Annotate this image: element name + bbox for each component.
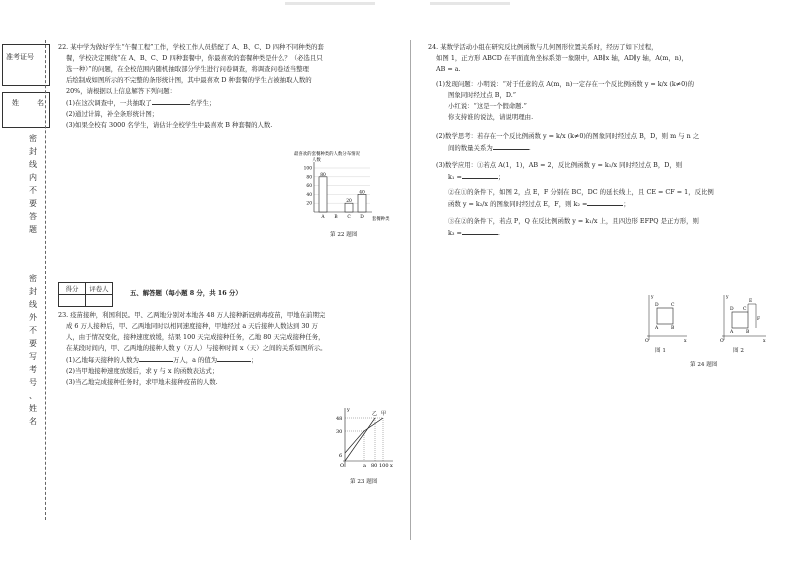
q24-p1: (1)发现问题：小明说：“对于任意的点 A(m，n)一定存在一个反比例函数 y = k/x (k≠0)的 — [436, 80, 695, 88]
page-divider — [410, 40, 411, 540]
chart-x-tick: B — [334, 215, 338, 220]
id-number-label: 准考证号 — [6, 53, 34, 61]
seal-warning-char: 密 — [29, 134, 37, 143]
q23-tick-a: a — [363, 463, 366, 469]
q24-intro: 如图 1，正方形 ABCD 在平面直角坐标系第一象限中，AB∥x 轴，AD∥y 轴，A(m，n)， — [436, 54, 688, 62]
fig1-label-y: y — [651, 295, 654, 300]
fig2-extensions — [748, 304, 756, 328]
q24-p2-post: . — [528, 144, 531, 152]
score-cell: 得分 — [59, 283, 86, 295]
q24-k1-post: ； — [497, 173, 505, 181]
q24-k3-label: k₃ = — [448, 229, 462, 237]
question-24 — [428, 42, 778, 239]
fig2-square-abcd — [732, 312, 748, 328]
seal-warning-char: 密 — [29, 274, 37, 283]
q23-caption: 第 23 题图 — [350, 479, 378, 485]
q22-line: 20%，请根据以上信息解答下列问题： — [66, 87, 177, 95]
score-input[interactable] — [59, 295, 86, 307]
seal-warning-char: 要 — [29, 339, 37, 348]
q23-tick-80: 80 — [371, 463, 378, 469]
q24-answer-blank-k1[interactable] — [462, 171, 498, 179]
fig1-label-o: O — [645, 339, 649, 344]
chart-x-label: 套餐种类 — [372, 217, 390, 222]
reviewer-cell: 评卷人 — [86, 283, 113, 295]
chart-bar — [358, 194, 366, 212]
q23-line-yi: 乙 — [372, 411, 378, 417]
q24-fig1-caption: 图 1 — [655, 348, 666, 354]
q23-tick-6: 6 — [339, 453, 343, 459]
fig2-label-e: E — [749, 299, 753, 304]
seal-warning-char: 外 — [29, 313, 37, 322]
binding-dotted-line — [45, 40, 46, 520]
q23-line-jia: 甲 — [381, 411, 387, 417]
seal-warning-char: 号 — [29, 378, 37, 387]
seal-warning-outer — [28, 272, 38, 428]
fig1-label-a: A — [655, 326, 659, 331]
q22-sub1 — [58, 97, 403, 109]
q23-line: 23. 疫苗接种，利国利民。甲、乙两地分别对本地各 48 万人接种新冠病毒疫苗，甲地在前期完 — [58, 311, 326, 319]
fig1-label-b: B — [671, 326, 675, 331]
q22-line: 22. 某中学为做好学生“午餐工程”工作，学校工作人员搭配了 A、B、C、D 四种不同种类的套 — [58, 43, 324, 51]
chart-bar — [319, 177, 327, 212]
fig1-label-x: x — [684, 339, 687, 344]
q23-answer-blank-1[interactable] — [139, 354, 173, 362]
q24-intro: 24. 某数学活动小组在研究反比例函数与几何图形位置关系时，经历了如下过程， — [428, 43, 658, 51]
q24-p2-pre: 间的数量关系为 — [448, 144, 493, 152]
q24-answer-blank-k2[interactable] — [587, 198, 623, 206]
seal-warning-char: 考 — [29, 365, 37, 374]
seal-warning-char: 要 — [29, 199, 37, 208]
chart-bar-value: 40 — [359, 190, 365, 196]
q24-p3-k1 — [428, 171, 778, 183]
q23-tick-30: 30 — [336, 429, 343, 435]
id-number-box — [2, 44, 50, 86]
fig1-label-c: C — [671, 303, 675, 308]
q23-sub1 — [58, 354, 403, 366]
q24-figure-2 — [718, 292, 768, 346]
q24-figure-1 — [643, 292, 689, 346]
q24-p3: ③在②的条件下，若点 P，Q 在反比例函数 y = k₁/x 上，且四边形 EFPQ 是正方形，则 — [448, 217, 699, 225]
q23-x-label: x — [390, 463, 393, 469]
seal-warning-char: 姓 — [29, 404, 37, 413]
q24-p3: ②在①的条件下，如图 2，点 E，F 分别在 BC，DC 的延长线上，且 CE = CF = 1，反比例 — [448, 188, 714, 196]
q22-line: 后绘制成如图所示的不完整的条形统计图，其中最喜欢 D 种套餐的学生占被抽取人数的 — [66, 76, 312, 84]
q24-caption: 第 24 题图 — [690, 362, 718, 368]
chart-bar-value: 20 — [346, 199, 352, 205]
q24-k1-label: k₁ = — [448, 173, 462, 181]
q23-tick-48: 48 — [336, 416, 343, 422]
q24-p1: 你支持谁的说法，请说明理由. — [448, 113, 534, 121]
score-table — [58, 282, 113, 307]
name-label: 姓名 — [12, 99, 62, 107]
fig2-label-f: F — [757, 317, 761, 322]
q24-p1: 小红说：“这是一个假命题.” — [448, 102, 527, 110]
section-5-title: 五、解答题（每小题 8 分，共 16 分） — [130, 289, 242, 297]
chart-y-tick: 80 — [306, 175, 312, 181]
q23-line: 成 6 万人接种后，甲、乙两地同时以相同速度接种，甲地经过 a 天后接种人数达到 30 万 — [66, 322, 318, 330]
chart-y-tick: 60 — [306, 184, 312, 190]
seal-warning-char: 、 — [29, 391, 37, 400]
q23-tick-100: 100 — [379, 463, 389, 469]
q22-line: 餐，学校决定围绕“在 A、B、C、D 四种套餐中，你最喜欢的套餐种类是什么？（必选且只 — [66, 54, 323, 62]
top-header-faint — [285, 2, 375, 5]
fig2-label-c: C — [743, 307, 747, 312]
q24-p3-k3 — [428, 227, 778, 239]
seal-warning-char: 封 — [29, 287, 37, 296]
seal-warning-char: 线 — [29, 160, 37, 169]
q24-p3-k2 — [428, 198, 778, 210]
question-22 — [58, 42, 403, 131]
q24-p2-line — [428, 142, 778, 154]
q23-line: 人，由于情况变化，接种速度放缓，结果 100 天完成接种任务，乙地 80 天完成接种任务， — [66, 333, 325, 341]
seal-warning-char: 名 — [29, 417, 37, 426]
top-header-faint-right — [430, 2, 510, 5]
seal-warning-char: 不 — [29, 186, 37, 195]
fig2-label-a: A — [730, 330, 734, 335]
q23-answer-blank-2[interactable] — [217, 354, 251, 362]
q22-caption: 第 22 题图 — [330, 232, 358, 238]
fig2-label-y: y — [726, 295, 729, 300]
reviewer-input[interactable] — [86, 295, 113, 307]
q23-line-yi-path — [345, 418, 375, 461]
q23-y-label: y — [347, 407, 350, 413]
seal-warning-char: 内 — [29, 173, 37, 182]
chart-y-label: 人数 — [312, 158, 321, 163]
q23-sub1-pre: (1)乙地每天接种的人数为 — [66, 356, 139, 364]
q23-line: 在某段时间内，甲、乙两地的接种人数 y（万人）与接种时间 x（天）之间的关系如图所示。 — [66, 344, 327, 352]
q22-sub3: (3)如果全校有 3000 名学生，请估计全校学生中最喜欢 B 种套餐的人数. — [66, 121, 273, 129]
q22-bar-chart — [292, 150, 402, 225]
fig1-label-d: D — [655, 303, 659, 308]
chart-x-tick: A — [321, 215, 325, 220]
binding-strip — [0, 40, 62, 520]
q23-sub3: (3)当乙地完成接种任务时，求甲地未接种疫苗的人数. — [66, 378, 218, 386]
chart-y-tick: 20 — [306, 201, 312, 207]
q24-answer-blank-relation[interactable] — [493, 142, 529, 150]
q24-p3: (3)数学应用：①若点 A(1，1)，AB = 2，反比例函数 y = k₁/x 同时经过点 B，D，则 — [436, 161, 683, 169]
seal-warning-char: 题 — [29, 225, 37, 234]
fig1-square-abcd — [657, 308, 673, 324]
q22-sub1-post: 名学生； — [189, 99, 216, 107]
q23-sub2: (2)当甲地接种速度放缓后，求 y 与 x 的函数表达式； — [66, 367, 219, 375]
q23-graph — [335, 405, 395, 470]
q24-k2-label: 函数 y = k₂/x 的图象同时经过点 E，F，则 k₂ = — [448, 200, 588, 208]
chart-x-tick: C — [347, 215, 351, 220]
seal-warning-char: 线 — [29, 300, 37, 309]
q22-sub2: (2)通过计算，补全条形统计图； — [66, 110, 159, 118]
chart-bar-value: 80 — [320, 172, 326, 178]
chart-x-tick: D — [360, 215, 364, 220]
q23-sub1-mid: 万人，a 的值为 — [172, 356, 218, 364]
fig2-label-b: B — [746, 330, 750, 335]
q23-sub1-post: ； — [251, 356, 258, 364]
seal-warning-char: 写 — [29, 352, 37, 361]
chart-title: 最喜欢的套餐种类的人数分布情况 — [294, 152, 360, 157]
q24-p2: (2)数学思考：若存在一个反比例函数 y = k/x (k≠0)的图象同时经过点 B，D，则 m 与 n 之 — [436, 132, 700, 140]
q24-p1: 图象同时经过点 B，D.” — [448, 91, 517, 99]
seal-warning-char: 封 — [29, 147, 37, 156]
q24-fig2-caption: 图 2 — [733, 348, 744, 354]
q24-intro: AB = a. — [436, 65, 461, 73]
q24-k3-post: . — [497, 229, 500, 237]
q22-sub1-pre: (1)在这次调查中，一共抽取了 — [66, 99, 152, 107]
q24-answer-blank-k3[interactable] — [462, 227, 498, 235]
fig2-label-d: D — [730, 307, 734, 312]
q22-line: 选一种）”的问题，在全校范围内随机抽取部分学生进行问卷调查，将调查问卷适当整理 — [66, 65, 309, 73]
chart-y-tick: 100 — [303, 166, 312, 172]
chart-y-tick: 40 — [306, 192, 312, 198]
chart-bar — [345, 203, 353, 212]
seal-warning-char: 答 — [29, 212, 37, 221]
seal-warning-char: 不 — [29, 326, 37, 335]
q23-origin: O — [340, 463, 345, 469]
q24-k2-post: ； — [623, 200, 630, 208]
fig2-label-x: x — [763, 339, 766, 344]
seal-warning-inner — [28, 132, 38, 236]
fig2-label-o: O — [720, 339, 724, 344]
q22-answer-blank[interactable] — [152, 97, 190, 105]
question-23 — [58, 310, 403, 388]
